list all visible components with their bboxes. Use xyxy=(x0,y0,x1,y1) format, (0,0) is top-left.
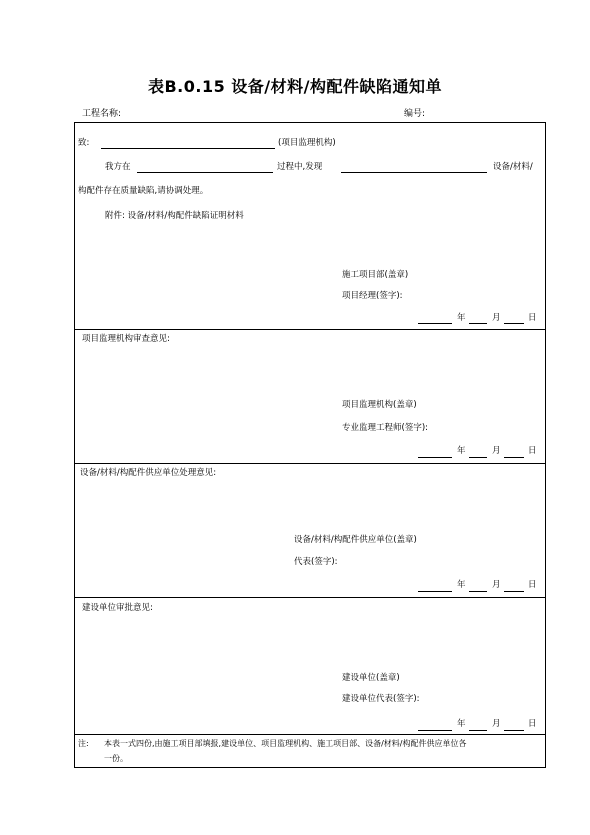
owner-seal-label: 建设单位(盖章) xyxy=(342,673,400,683)
day-label: 日 xyxy=(528,313,537,323)
to-label: 致: xyxy=(78,138,90,148)
defect-statement: 构配件存在质量缺陷,请协调处理。 xyxy=(78,186,209,196)
year-label: 年 xyxy=(457,719,466,729)
section-supervisor-review xyxy=(75,329,545,456)
year-field[interactable] xyxy=(418,730,452,731)
section-supplier-handling xyxy=(75,463,545,590)
year-label: 年 xyxy=(457,313,466,323)
owner-rep-sign-label: 建设单位代表(签字): xyxy=(342,694,420,704)
month-label: 月 xyxy=(492,446,501,456)
note-label: 注: xyxy=(78,739,89,748)
month-label: 月 xyxy=(492,580,501,590)
month-label: 月 xyxy=(492,313,501,323)
day-label: 日 xyxy=(528,446,537,456)
note-line-2: 一份。 xyxy=(104,754,128,763)
year-field[interactable] xyxy=(418,591,452,592)
equipment-field[interactable] xyxy=(341,172,487,173)
project-name-label: 工程名称: xyxy=(82,109,122,119)
year-label: 年 xyxy=(457,446,466,456)
year-field[interactable] xyxy=(418,323,452,324)
supervisor-review-heading: 项目监理机构审查意见: xyxy=(82,334,170,344)
day-field[interactable] xyxy=(504,457,524,458)
supplier-handling-heading: 设备/材料/构配件供应单位处理意见: xyxy=(80,468,217,478)
month-field[interactable] xyxy=(469,323,487,324)
defect-notice-form xyxy=(74,122,546,768)
we-at-label: 我方在 xyxy=(105,162,131,172)
supervisor-org-field[interactable] xyxy=(101,148,275,149)
process-found-label: 过程中,发现 xyxy=(277,162,323,172)
month-field[interactable] xyxy=(469,457,487,458)
day-label: 日 xyxy=(528,719,537,729)
month-field[interactable] xyxy=(469,591,487,592)
day-field[interactable] xyxy=(504,323,524,324)
construction-dept-seal-label: 施工项目部(盖章) xyxy=(342,270,409,280)
section-owner-approval xyxy=(75,597,545,729)
project-manager-sign-label: 项目经理(签字): xyxy=(342,291,403,301)
supervisor-org-seal-label: 项目监理机构(盖章) xyxy=(342,400,417,410)
number-label: 编号: xyxy=(404,109,426,119)
owner-approval-heading: 建设单位审批意见: xyxy=(82,603,153,613)
attachment-label: 附件: 设备/材料/构配件缺陷证明材料 xyxy=(105,211,244,221)
day-field[interactable] xyxy=(504,730,524,731)
note-section xyxy=(75,734,545,763)
supervisor-org-label: (项目监理机构) xyxy=(278,138,336,148)
year-label: 年 xyxy=(457,580,466,590)
note-line-1: 本表一式四份,由施工项目部填报,建设单位、项目监理机构、施工项目部、设备/材料/构配件供应单位各 xyxy=(104,739,467,748)
month-label: 月 xyxy=(492,719,501,729)
supplier-rep-sign-label: 代表(签字): xyxy=(294,557,338,567)
day-field[interactable] xyxy=(504,591,524,592)
month-field[interactable] xyxy=(469,730,487,731)
day-label: 日 xyxy=(528,580,537,590)
supervisor-engineer-sign-label: 专业监理工程师(签字): xyxy=(342,423,428,433)
year-field[interactable] xyxy=(418,457,452,458)
form-title: 表B.0.15 设备/材料/构配件缺陷通知单 xyxy=(147,77,442,96)
supplier-seal-label: 设备/材料/构配件供应单位(盖章) xyxy=(294,535,417,545)
process-field[interactable] xyxy=(137,172,273,173)
equipment-suffix: 设备/材料/ xyxy=(493,162,533,172)
